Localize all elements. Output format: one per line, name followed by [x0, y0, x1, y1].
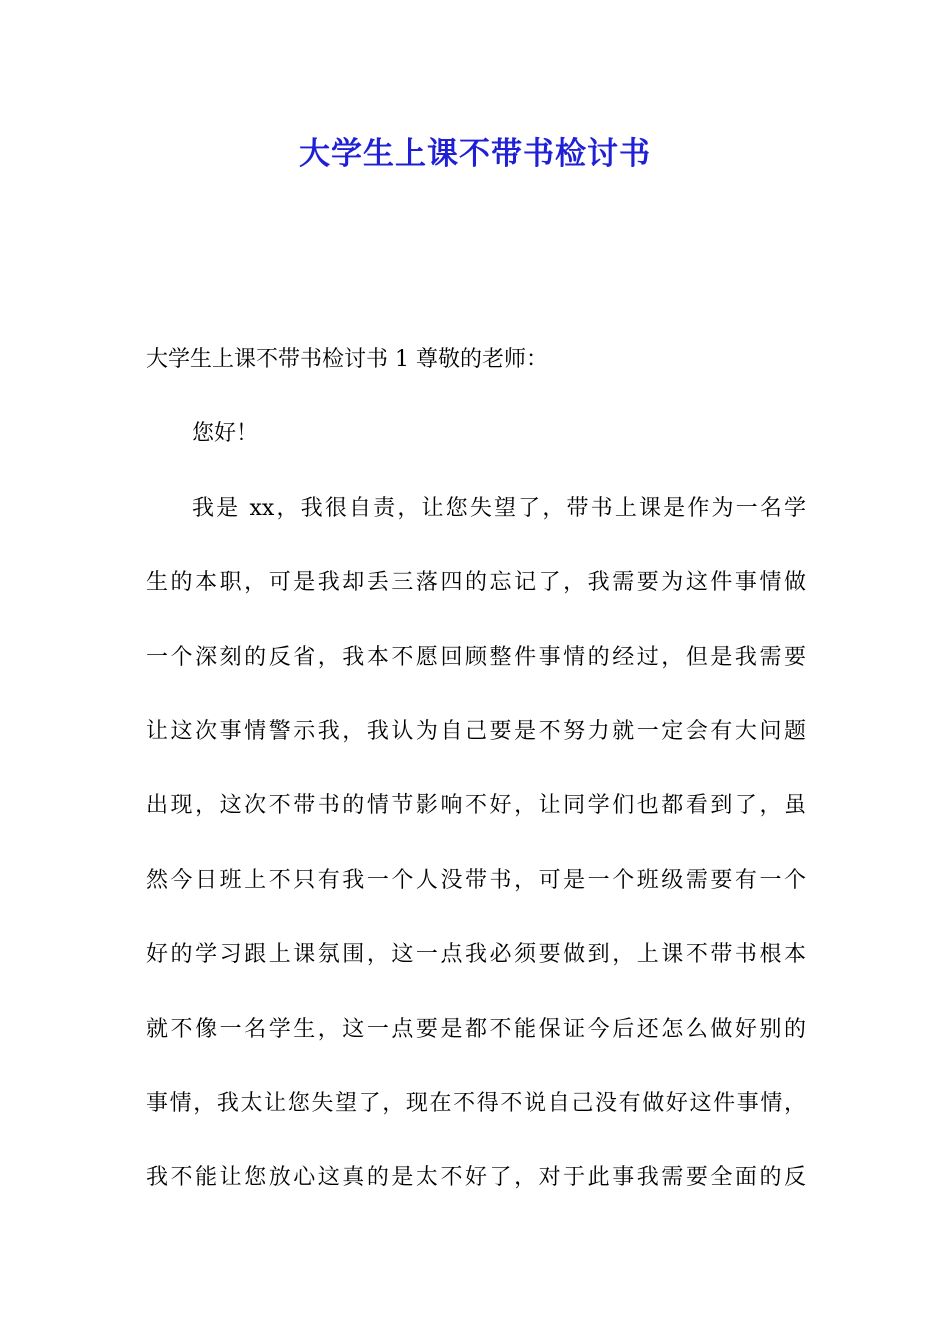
paragraph-line: 我是 xx，我很自责，让您失望了，带书上课是作为一名学: [192, 495, 806, 521]
paragraph-line: 事情，我太让您失望了，现在不得不说自己没有做好这件事情，: [146, 1090, 806, 1116]
document-title: 大学生上课不带书检讨书: [299, 136, 651, 172]
paragraph-line: 好的学习跟上课氛围，这一点我必须要做到，上课不带书根本: [146, 942, 806, 968]
greeting-line: 您好！: [192, 421, 259, 447]
salutation-line: 大学生上课不带书检讨书 1 尊敬的老师：: [146, 347, 548, 372]
paragraph-line: 让这次事情警示我，我认为自己要是不努力就一定会有大问题: [146, 718, 806, 744]
paragraph-line: 出现，这次不带书的情节影响不好，让同学们也都看到了，虽: [146, 793, 806, 819]
paragraph-line: 生的本职，可是我却丢三落四的忘记了，我需要为这件事情做: [146, 570, 806, 596]
paragraph-line: 一个深刻的反省，我本不愿回顾整件事情的经过，但是我需要: [146, 644, 806, 670]
paragraph-line: 我不能让您放心这真的是太不好了，对于此事我需要全面的反: [146, 1165, 806, 1191]
paragraph-line: 然今日班上不只有我一个人没带书，可是一个班级需要有一个: [146, 867, 806, 893]
paragraph-line: 就不像一名学生，这一点要是都不能保证今后还怎么做好别的: [146, 1016, 806, 1042]
document-body: [146, 336, 806, 1229]
